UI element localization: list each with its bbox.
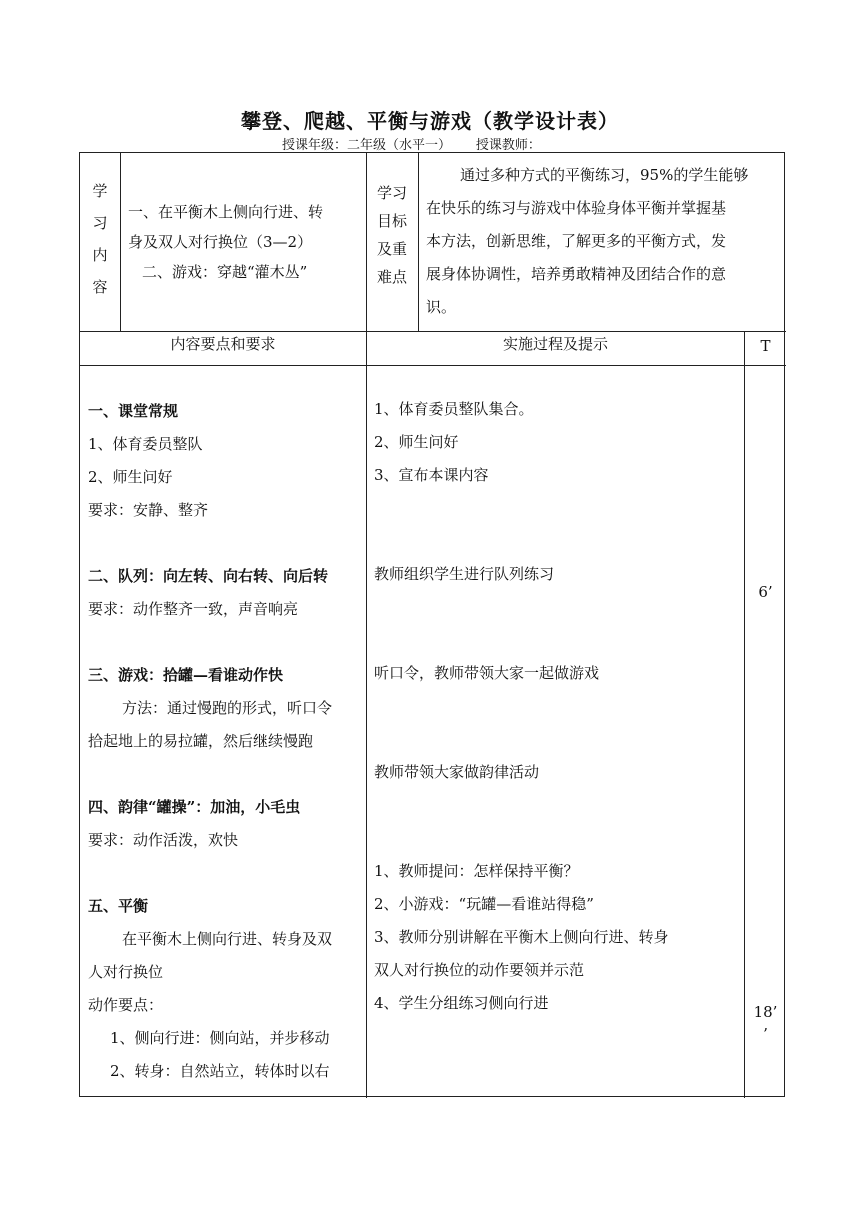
list-item: 1、侧向行进：侧向站，并步移动	[110, 1029, 330, 1047]
time-part-2: 18’ ’	[753, 1003, 778, 1043]
list-item: 要求：动作活泼，欢快	[88, 831, 239, 849]
list-item: 教师带领大家做韵律活动	[374, 763, 540, 781]
list-item: 动作要点：	[88, 996, 164, 1014]
list-item: 4、学生分组练习侧向行进	[374, 994, 549, 1012]
col-points-heading: 内容要点和要求	[170, 335, 276, 353]
grade-label: 授课年级：二年级（水平一）	[282, 138, 452, 153]
lesson-table	[79, 152, 785, 1097]
list-item: 1、教师提问：怎样保持平衡？	[374, 862, 579, 880]
goal-label: 学习 目标 及重 难点	[376, 184, 407, 286]
list-item: 双人对行换位的动作要领并示范	[374, 961, 585, 979]
section-4-title: 四、韵律“罐操”：加油，小毛虫	[88, 798, 301, 816]
time-part-1: 6’	[758, 583, 773, 601]
section-3-title: 三、游戏：拾罐—看谁动作快	[88, 666, 284, 684]
section-2-title: 二、队列：向左转、向右转、向后转	[88, 567, 329, 585]
col-time-heading: T	[760, 337, 771, 355]
list-item: 1、体育委员整队	[88, 435, 203, 453]
section-5-title: 五、平衡	[88, 897, 149, 915]
list-item: 听口令，教师带领大家一起做游戏	[374, 664, 600, 682]
content-text: 一、在平衡木上侧向行进、转 身及双人对行换位（3—2） 二、游戏：穿越“灌木丛”	[128, 203, 324, 281]
content-label: 学 习 内 容	[92, 182, 108, 296]
section-1-title: 一、课堂常规	[88, 402, 179, 420]
page-title: 攀登、爬越、平衡与游戏（教学设计表）	[241, 109, 619, 133]
subtitle	[282, 134, 541, 153]
goal-text: 通过多种方式的平衡练习，95%的学生能够 在快乐的练习与游戏中体验身体平衡并掌握基 本方法，创新思维，了解更多的平衡方式，发 展身体协调性，培养勇敢精神及团结合作的意 识。	[426, 166, 749, 316]
list-item: 2、转身：自然站立，转体时以右	[110, 1062, 330, 1080]
list-item: 拾起地上的易拉罐，然后继续慢跑	[88, 732, 314, 750]
list-item: 3、宣布本课内容	[374, 466, 489, 484]
list-item: 教师组织学生进行队列练习	[374, 565, 555, 583]
process-column	[374, 393, 740, 1020]
col-process-heading: 实施过程及提示	[502, 335, 608, 353]
points-column	[88, 395, 364, 1088]
list-item: 2、师生问好	[374, 433, 459, 451]
list-item: 要求：安静、整齐	[88, 501, 209, 519]
list-item: 2、小游戏：“玩罐—看谁站得稳”	[374, 895, 594, 913]
list-item: 人对行换位	[88, 963, 164, 981]
list-item: 方法：通过慢跑的形式，听口令	[122, 699, 333, 717]
list-item: 2、师生问好	[88, 468, 173, 486]
list-item: 3、教师分别讲解在平衡木上侧向行进、转身	[374, 928, 669, 946]
teacher-label: 授课教师：	[475, 138, 541, 153]
list-item: 在平衡木上侧向行进、转身及双	[122, 930, 333, 948]
list-item: 1、体育委员整队集合。	[374, 400, 534, 418]
list-item: 要求：动作整齐一致，声音响亮	[88, 600, 299, 618]
